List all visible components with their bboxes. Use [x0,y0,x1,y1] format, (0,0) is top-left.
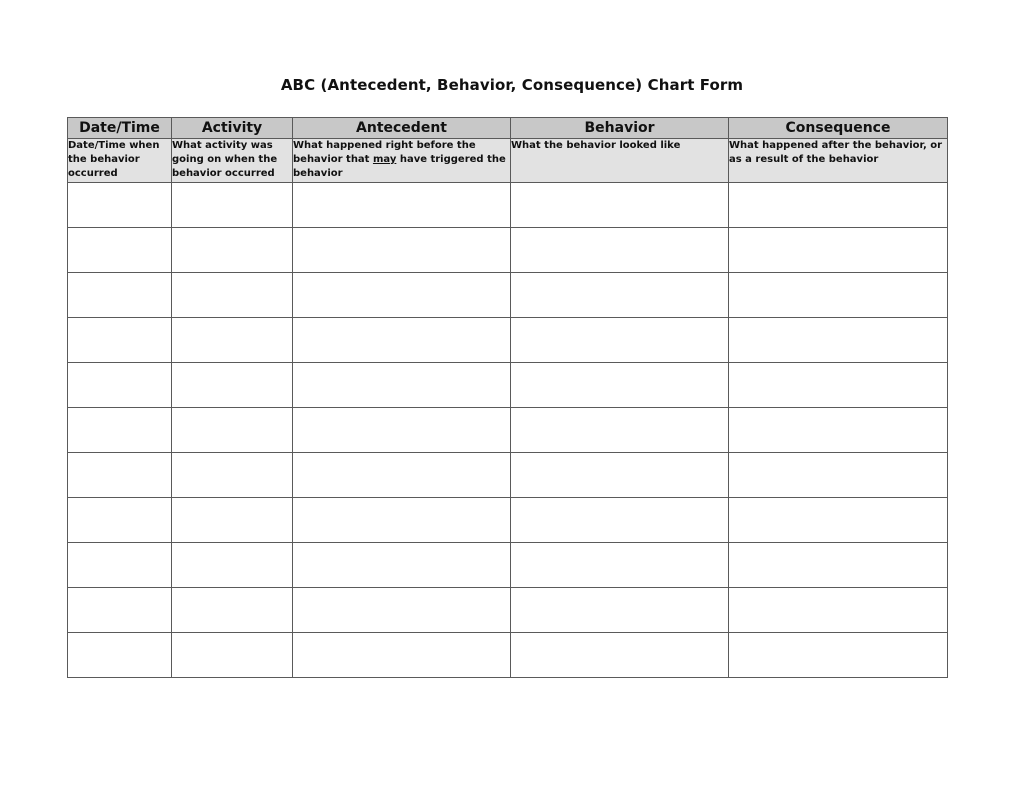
entry-cell-activity[interactable] [172,633,293,678]
antecedent-description-after: have triggered the behavior [293,154,506,179]
table-row [68,498,948,543]
entry-cell-activity[interactable] [172,363,293,408]
column-description-consequence: What happened after the behavior, or as a result of the behavior [729,139,948,183]
entry-cell-activity[interactable] [172,543,293,588]
entry-cell-antecedent[interactable] [293,498,511,543]
table-row [68,633,948,678]
entry-cell-behavior[interactable] [511,183,729,228]
description-row [68,139,948,183]
entry-cell-activity[interactable] [172,498,293,543]
column-header-antecedent: Antecedent [293,118,511,139]
entry-cell-activity[interactable] [172,318,293,363]
column-description-activity: What activity was going on when the behavior occurred [172,139,293,183]
entry-cell-antecedent[interactable] [293,408,511,453]
column-header-activity: Activity [172,118,293,139]
entry-cell-date-time[interactable] [68,588,172,633]
entry-cell-antecedent[interactable] [293,273,511,318]
entry-cell-date-time[interactable] [68,408,172,453]
entry-cell-date-time[interactable] [68,228,172,273]
entry-cell-behavior[interactable] [511,408,729,453]
table-row [68,228,948,273]
entry-cell-consequence[interactable] [729,183,948,228]
entry-cell-consequence[interactable] [729,273,948,318]
entry-cell-behavior[interactable] [511,543,729,588]
header-row [68,118,948,139]
entry-cell-date-time[interactable] [68,633,172,678]
entry-cell-behavior[interactable] [511,453,729,498]
entry-cell-consequence[interactable] [729,453,948,498]
entry-cell-consequence[interactable] [729,498,948,543]
entry-cell-antecedent[interactable] [293,183,511,228]
entry-cell-consequence[interactable] [729,633,948,678]
entry-cell-antecedent[interactable] [293,318,511,363]
table-row [68,588,948,633]
entry-cell-behavior[interactable] [511,228,729,273]
antecedent-description-emphasis: may [372,154,397,165]
entry-cell-behavior[interactable] [511,273,729,318]
entry-cell-behavior[interactable] [511,588,729,633]
entry-cell-activity[interactable] [172,183,293,228]
entry-cell-date-time[interactable] [68,183,172,228]
entry-cell-activity[interactable] [172,453,293,498]
entry-cell-activity[interactable] [172,588,293,633]
entry-cell-consequence[interactable] [729,318,948,363]
entry-cell-behavior[interactable] [511,363,729,408]
entry-cell-activity[interactable] [172,228,293,273]
table-row [68,453,948,498]
entry-cell-date-time[interactable] [68,318,172,363]
entry-cell-antecedent[interactable] [293,543,511,588]
form-title: ABC (Antecedent, Behavior, Consequence) Chart Form [280,76,744,94]
entry-cell-consequence[interactable] [729,228,948,273]
entry-cell-date-time[interactable] [68,543,172,588]
entry-cell-antecedent[interactable] [293,453,511,498]
entry-cell-antecedent[interactable] [293,228,511,273]
column-description-antecedent [293,139,511,183]
entry-cell-behavior[interactable] [511,633,729,678]
entry-cell-activity[interactable] [172,408,293,453]
entry-cell-antecedent[interactable] [293,363,511,408]
entry-cell-antecedent[interactable] [293,633,511,678]
antecedent-description-before: What happened right before the behavior that [293,140,476,165]
entry-cell-behavior[interactable] [511,498,729,543]
entry-cell-date-time[interactable] [68,498,172,543]
table-row [68,318,948,363]
abc-chart-table [67,117,948,678]
table-row [68,273,948,318]
table-row [68,363,948,408]
entry-cell-consequence[interactable] [729,543,948,588]
table-row [68,183,948,228]
column-description-date-time: Date/Time when the behavior occurred [68,139,172,183]
column-description-behavior: What the behavior looked like [511,139,729,183]
entry-cell-consequence[interactable] [729,363,948,408]
column-header-behavior: Behavior [511,118,729,139]
entry-cell-date-time[interactable] [68,363,172,408]
entry-cell-date-time[interactable] [68,453,172,498]
column-header-date-time: Date/Time [68,118,172,139]
table-row [68,543,948,588]
entry-cell-antecedent[interactable] [293,588,511,633]
entry-cell-consequence[interactable] [729,408,948,453]
entry-cell-date-time[interactable] [68,273,172,318]
entry-cell-consequence[interactable] [729,588,948,633]
entry-cell-behavior[interactable] [511,318,729,363]
table-row [68,408,948,453]
column-header-consequence: Consequence [729,118,948,139]
entry-cell-activity[interactable] [172,273,293,318]
